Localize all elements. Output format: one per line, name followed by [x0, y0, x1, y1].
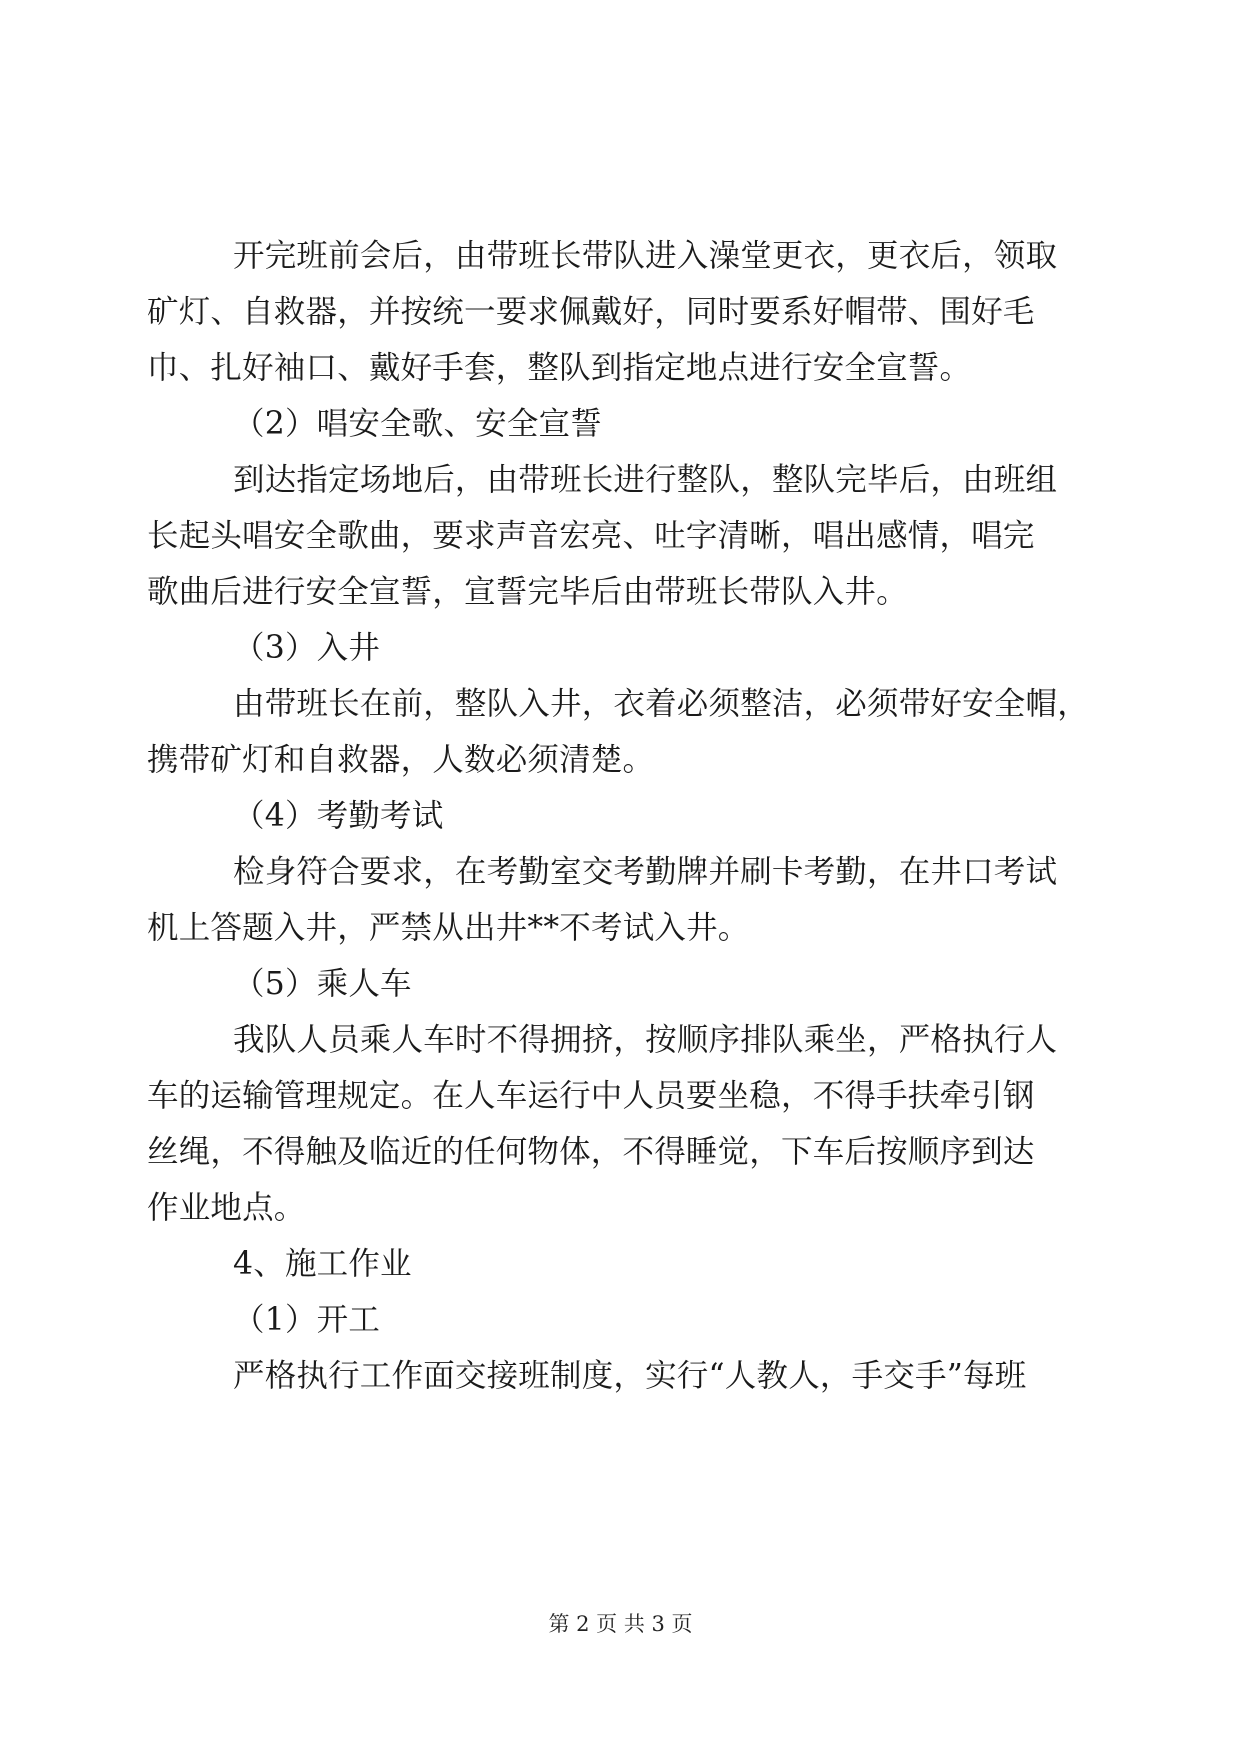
body-text-line: 携带矿灯和自救器，人数必须清楚。	[147, 742, 655, 778]
body-text-line: 由带班长在前，整队入井，衣着必须整洁，必须带好安全帽，	[233, 686, 1089, 722]
body-text-line: 严格执行工作面交接班制度，实行“人教人，手交手”每班	[233, 1358, 1027, 1394]
body-text-line: 车的运输管理规定。在人车运行中人员要坐稳，不得手扶牵引钢	[147, 1078, 1035, 1114]
body-text-line: 丝绳，不得触及临近的任何物体，不得睡觉，下车后按顺序到达	[147, 1134, 1035, 1170]
section-heading: （3）入井	[233, 630, 381, 666]
body-text-line: 歌曲后进行安全宣誓，宣誓完毕后由带班长带队入井。	[147, 574, 908, 610]
section-heading: （2）唱安全歌、安全宣誓	[233, 406, 602, 442]
body-text-line: 机上答题入井，严禁从出井**不考试入井。	[147, 910, 750, 946]
body-text-line: 检身符合要求，在考勤室交考勤牌并刷卡考勤，在井口考试	[233, 854, 1058, 890]
body-text-line: 巾、扎好袖口、戴好手套，整队到指定地点进行安全宣誓。	[147, 350, 972, 386]
section-heading: （4）考勤考试	[233, 798, 444, 834]
body-text-line: 到达指定场地后，由带班长进行整队，整队完毕后，由班组	[233, 462, 1058, 498]
body-text-line: 我队人员乘人车时不得拥挤，按顺序排队乘坐，严格执行人	[233, 1022, 1058, 1058]
body-text-line: 作业地点。	[147, 1190, 306, 1226]
body-text-line: 矿灯、自救器，并按统一要求佩戴好，同时要系好帽带、围好毛	[147, 294, 1035, 330]
body-text-line: 长起头唱安全歌曲，要求声音宏亮、吐字清晰，唱出感情，唱完	[147, 518, 1035, 554]
page-number-footer: 第 2 页 共 3 页	[548, 1612, 693, 1636]
section-heading: （5）乘人车	[233, 966, 412, 1002]
body-text-line: 开完班前会后，由带班长带队进入澡堂更衣，更衣后，领取	[233, 238, 1058, 274]
section-heading: 4、施工作业	[233, 1246, 412, 1282]
section-heading: （1）开工	[233, 1302, 381, 1338]
